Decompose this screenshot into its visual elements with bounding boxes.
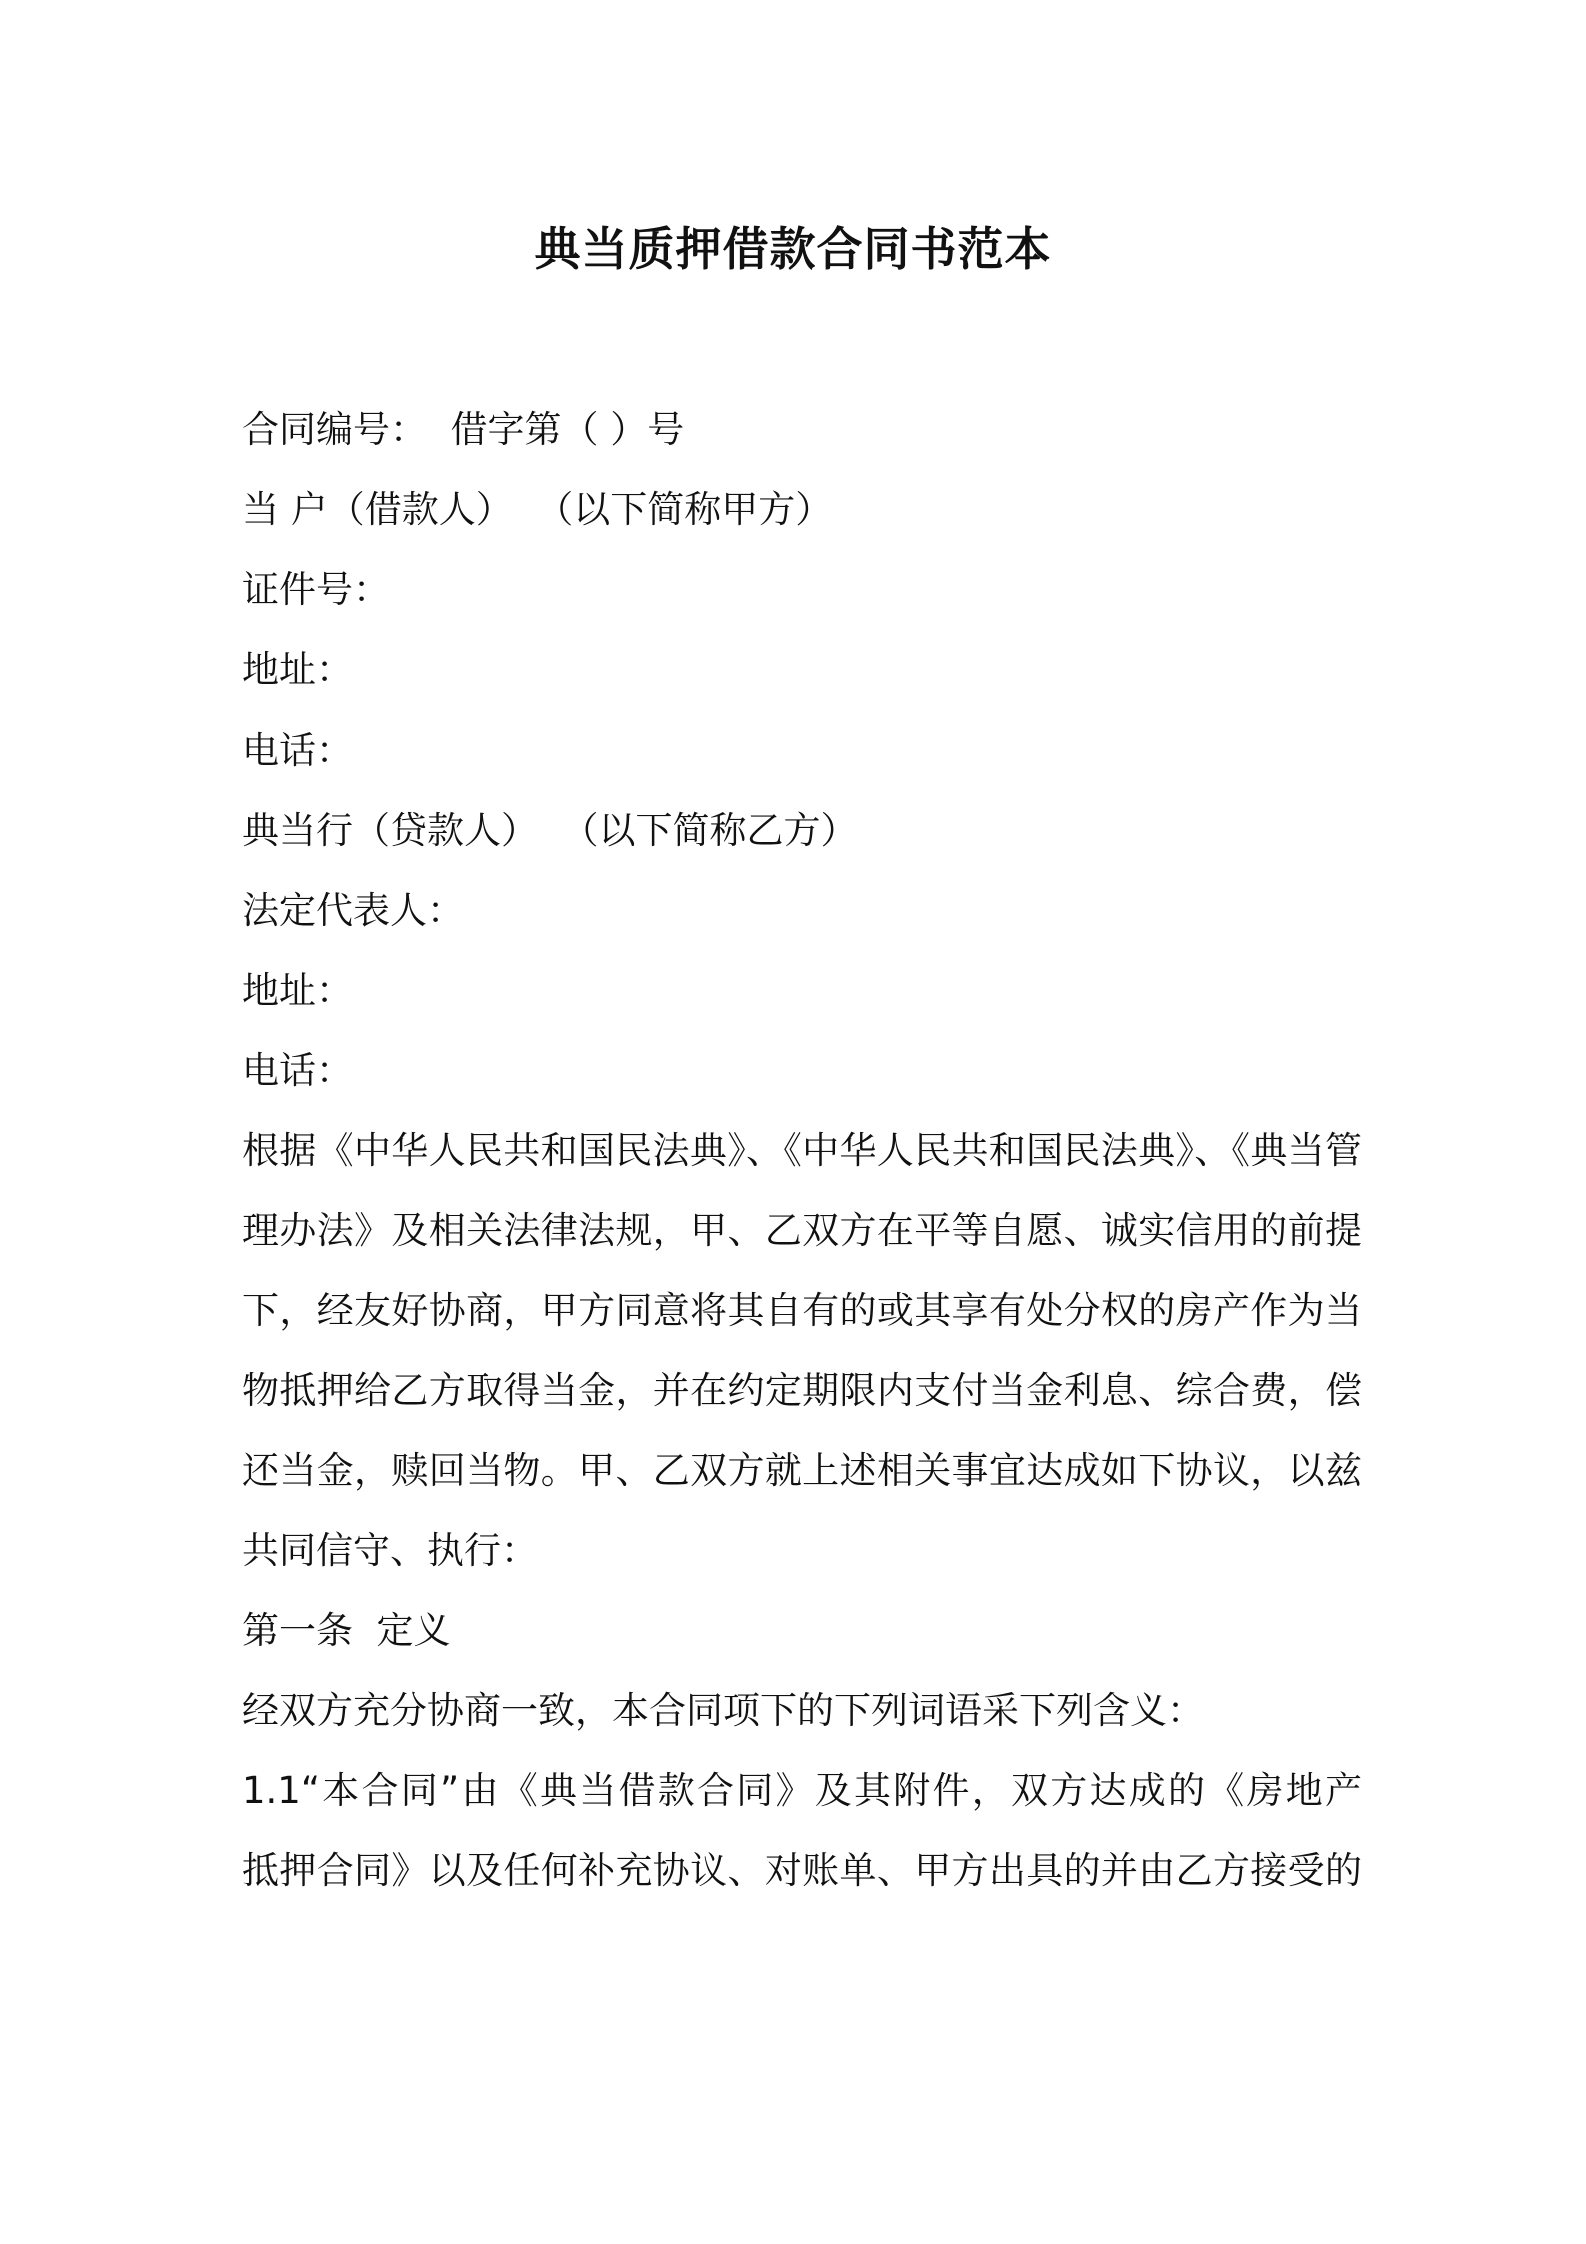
preamble-line: 共同信守、执行： <box>242 1529 538 1572</box>
preamble-line: 下，经友好协商，甲方同意将其自有的或其享有处分权的房产作为当 <box>242 1289 1362 1332</box>
pawnshop-phone-line: 电话： <box>242 1049 353 1092</box>
preamble-line: 理办法》及相关法律法规，甲、乙双方在平等自愿、诚实信用的前提 <box>242 1209 1362 1252</box>
document-title: 典当质押借款合同书范本 <box>534 222 1052 276</box>
clause-1-1-line: 抵押合同》以及任何补充协议、对账单、甲方出具的并由乙方接受的 <box>242 1849 1362 1892</box>
pawnshop-address-line: 地址： <box>242 969 353 1012</box>
legal-representative-line: 法定代表人： <box>242 889 464 932</box>
id-number-line: 证件号： <box>242 568 390 611</box>
pawner-address-line: 地址： <box>242 648 353 691</box>
pawnshop-line: 典当行（贷款人） （以下简称乙方） <box>242 809 858 852</box>
preamble-line: 根据《中华人民共和国民法典》、《中华人民共和国民法典》、《典当管 <box>242 1129 1362 1172</box>
pawner-phone-line: 电话： <box>242 729 353 772</box>
article-1-heading: 第一条 定义 <box>242 1609 451 1652</box>
contract-number-line: 合同编号： 借字第（ ）号 <box>242 408 685 451</box>
preamble-line: 还当金，赎回当物。甲、乙双方就上述相关事宜达成如下协议，以兹 <box>242 1449 1362 1492</box>
preamble-line: 物抵押给乙方取得当金，并在约定期限内支付当金利息、综合费，偿 <box>242 1369 1362 1412</box>
pawner-line: 当 户（借款人） （以下简称甲方） <box>242 488 833 531</box>
article-1-intro: 经双方充分协商一致，本合同项下的下列词语采下列含义： <box>242 1689 1204 1732</box>
clause-1-1-line: 1.1“本合同”由《典当借款合同》及其附件，双方达成的《房地产 <box>242 1769 1362 1812</box>
